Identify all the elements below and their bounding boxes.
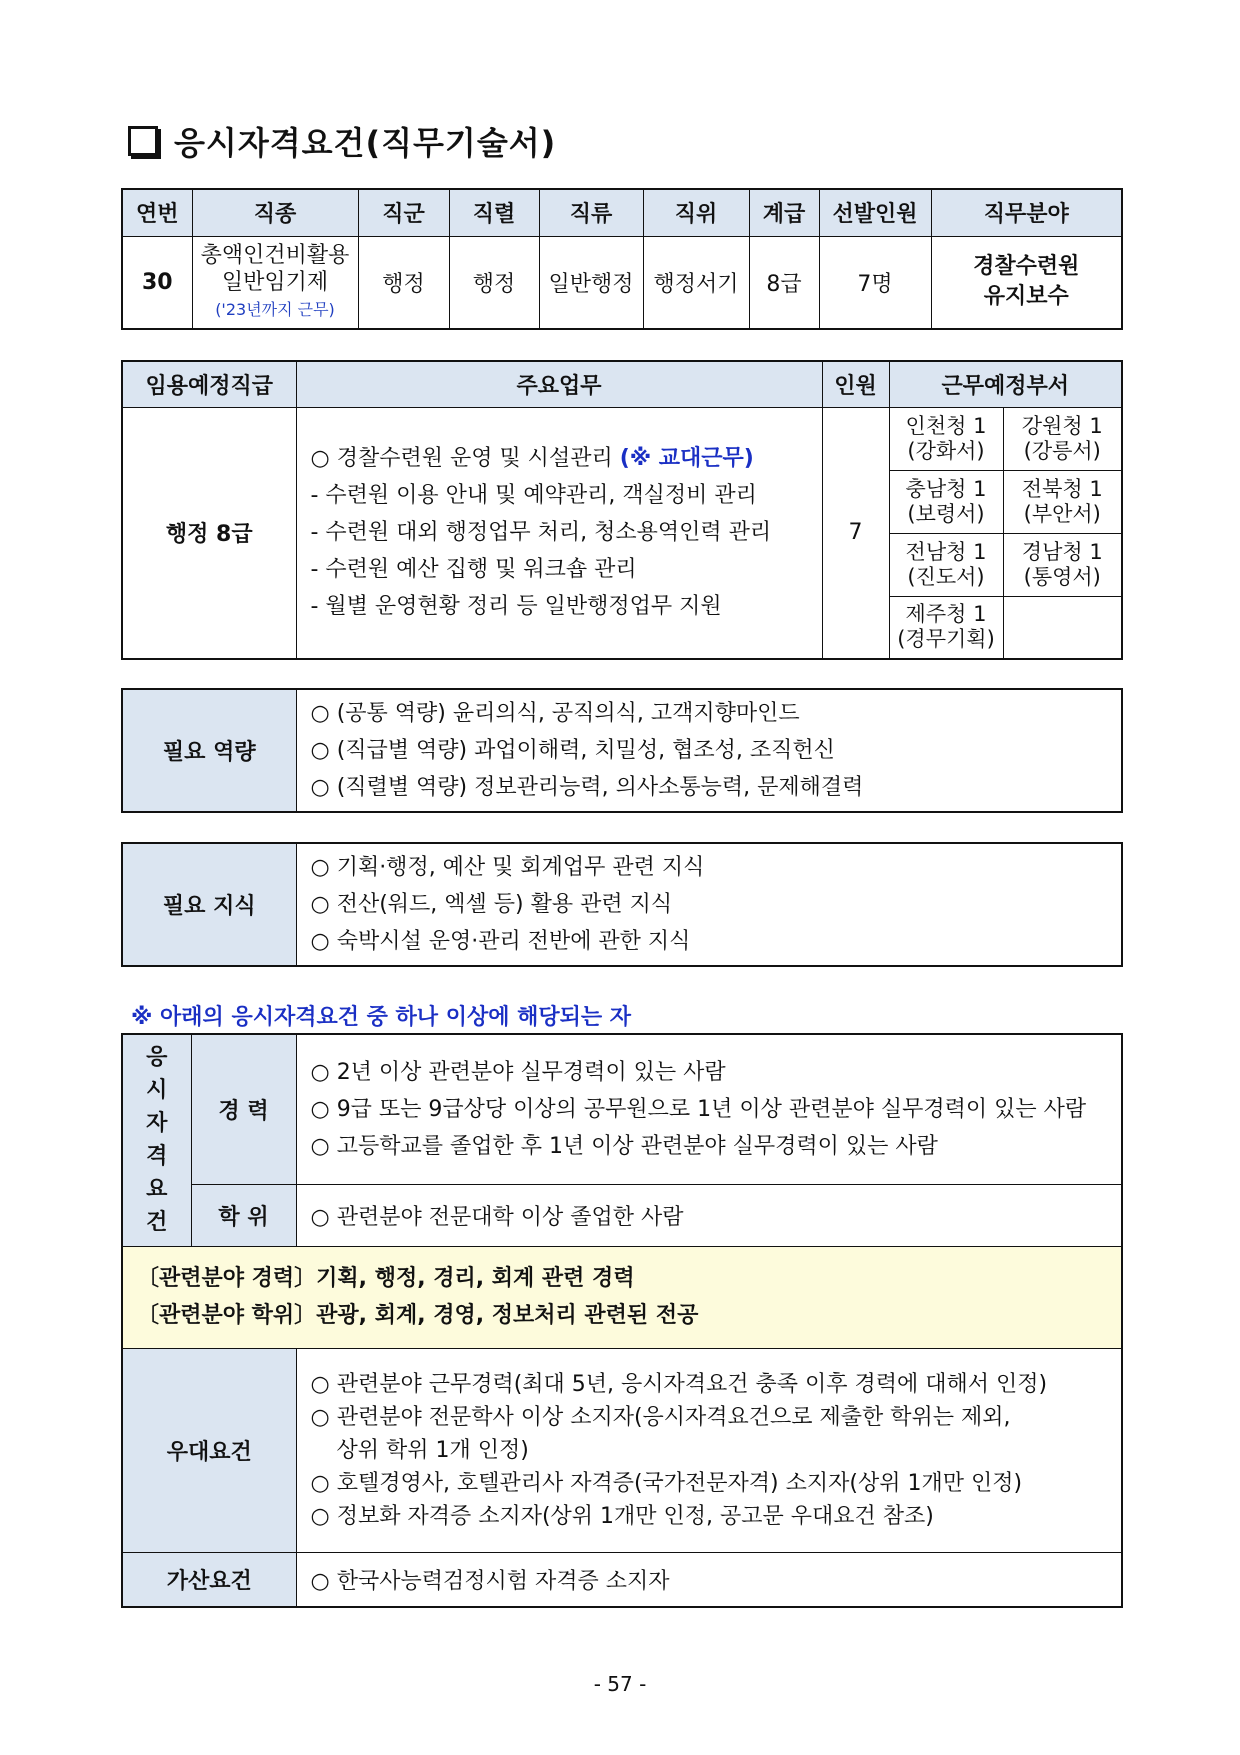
competency-item: ○ (직렬별 역량) 정보관리능력, 의사소통능력, 문제해결력	[310, 775, 864, 800]
knowledge-item: ○ 기획·행정, 예산 및 회계업무 관련 지식	[310, 855, 705, 880]
degree-item: ○ 관련분야 전문대학 이상 졸업한 사람	[296, 1184, 1122, 1246]
page-title-text: 응시자격요건(직무기술서)	[174, 124, 557, 162]
dept-cell	[889, 470, 1003, 533]
header-grade: 계급	[749, 189, 819, 236]
competency-item: ○ (공통 역량) 윤리의식, 공직의식, 고객지향마인드	[310, 701, 800, 726]
header-group: 직군	[358, 189, 449, 236]
field-line2: 유지보수	[983, 284, 1069, 310]
duty-item: - 수련원 대외 행정업무 처리, 청소용역인력 관리	[310, 520, 772, 546]
knowledge-items	[296, 843, 1122, 966]
vertical-char: 응	[146, 1045, 168, 1071]
preference-item: ○ 관련분야 근무경력(최대 5년, 응시자격요건 충족 이후 경력에 대해서 인정)	[310, 1371, 1048, 1397]
competency-label: 필요 역량	[122, 689, 296, 812]
vertical-char: 시	[146, 1078, 168, 1104]
dept-name: 강원청 1	[1021, 413, 1103, 438]
preference-item: ○ 호텔경영사, 호텔관리사 자격증(국가전문자격) 소지자(상위 1개만 인정)	[310, 1470, 1023, 1496]
duty-main	[311, 440, 822, 477]
dept-sub: (강릉서)	[1023, 438, 1101, 463]
degree-label: 학 위	[191, 1184, 296, 1246]
dept-name: 충남청 1	[905, 476, 987, 501]
duty-item: - 수련원 예산 집행 및 워크숍 관리	[310, 557, 637, 583]
dept-cell	[1003, 407, 1122, 470]
dept-name: 전남청 1	[905, 539, 987, 564]
cell-grade: 8급	[749, 236, 819, 329]
preference-items	[296, 1348, 1122, 1552]
checkbox-square-icon	[128, 126, 158, 156]
vertical-char: 요	[146, 1177, 168, 1203]
header-rank: 임용예정직급	[122, 361, 296, 407]
knowledge-label: 필요 지식	[122, 843, 296, 966]
dept-name: 제주청 1	[905, 602, 987, 627]
qualification-vertical-label	[122, 1034, 191, 1246]
preference-item: ○ 정보화 자격증 소지자(상위 1개만 인정, 공고문 우대요건 참조)	[310, 1503, 934, 1529]
type-note: ('23년까지 근무)	[215, 299, 335, 319]
dept-name: 인천청 1	[905, 413, 987, 438]
dept-sub: (진도서)	[907, 564, 985, 589]
duty-item: - 수련원 이용 안내 및 예약관리, 객실정비 관리	[310, 483, 757, 509]
dept-cell	[889, 533, 1003, 596]
header-headcount: 인원	[822, 361, 889, 407]
dept-cell	[889, 407, 1003, 470]
dept-cell-empty	[1003, 596, 1122, 659]
cell-group: 행정	[358, 236, 449, 329]
cell-duties	[296, 407, 822, 659]
competency-table	[121, 688, 1123, 813]
duty-main-text: ○ 경찰수련원 운영 및 시설관리	[310, 446, 620, 472]
cell-count: 7명	[819, 236, 931, 329]
header-dept: 근무예정부서	[889, 361, 1122, 407]
competency-item: ○ (직급별 역량) 과업이해력, 치밀성, 협조성, 조직헌신	[310, 738, 835, 763]
duty-table	[121, 360, 1123, 660]
job-summary-table	[121, 188, 1123, 330]
cell-field	[931, 236, 1122, 329]
dept-cell	[1003, 533, 1122, 596]
vertical-char: 자	[146, 1111, 168, 1137]
related-field-box	[122, 1246, 1122, 1348]
related-career: 〔관련분야 경력〕기획, 행정, 경리, 회계 관련 경력	[137, 1266, 635, 1291]
career-item: ○ 9급 또는 9급상당 이상의 공무원으로 1년 이상 관련분야 실무경력이 있는 사람	[310, 1096, 1087, 1122]
duty-item: - 월별 운영현황 정리 등 일반행정업무 지원	[310, 594, 722, 620]
preference-item: 상위 학위 1개 인정)	[336, 1437, 529, 1463]
dept-cell	[889, 596, 1003, 659]
dept-sub: (통영서)	[1023, 564, 1101, 589]
dept-name: 전북청 1	[1021, 476, 1103, 501]
career-item: ○ 2년 이상 관련분야 실무경력이 있는 사람	[310, 1059, 726, 1085]
knowledge-table	[121, 842, 1123, 967]
header-no: 연번	[122, 189, 192, 236]
cell-series: 행정	[449, 236, 539, 329]
knowledge-item: ○ 숙박시설 운영·관리 전반에 관한 지식	[310, 929, 691, 954]
cell-type	[192, 236, 358, 329]
cell-rank: 행정 8급	[122, 407, 296, 659]
competency-items	[296, 689, 1122, 812]
header-position: 직위	[643, 189, 749, 236]
type-line2: 일반임기제	[221, 269, 329, 295]
preference-label: 우대요건	[122, 1348, 296, 1552]
page-number: - 57 -	[593, 1672, 647, 1696]
knowledge-item: ○ 전산(워드, 엑셀 등) 활용 관련 지식	[310, 892, 673, 917]
extra-label: 가산요건	[122, 1552, 296, 1607]
career-label: 경 력	[191, 1034, 296, 1184]
related-degree: 〔관련분야 학위〕관광, 회계, 경영, 정보처리 관련된 전공	[137, 1303, 699, 1328]
field-line1: 경찰수련원	[973, 254, 1080, 280]
header-class: 직류	[539, 189, 643, 236]
vertical-char: 격	[146, 1144, 168, 1170]
career-items	[296, 1034, 1122, 1184]
duty-main-note: (※ 교대근무)	[619, 446, 754, 472]
header-duty: 주요업무	[296, 361, 822, 407]
type-line1: 총액인건비활용	[200, 242, 350, 268]
dept-name: 경남청 1	[1021, 539, 1103, 564]
dept-cell	[1003, 470, 1122, 533]
qualification-table	[121, 1033, 1123, 1608]
dept-sub: (부안서)	[1023, 501, 1101, 526]
dept-sub: (강화서)	[907, 438, 985, 463]
extra-item: ○ 한국사능력검정시험 자격증 소지자	[296, 1552, 1122, 1607]
header-count: 선발인원	[819, 189, 931, 236]
vertical-char: 건	[146, 1210, 168, 1236]
eligibility-note: ※ 아래의 응시자격요건 중 하나 이상에 해당되는 자	[131, 1005, 632, 1030]
header-series: 직렬	[449, 189, 539, 236]
dept-sub: (보령서)	[907, 501, 985, 526]
header-type: 직종	[192, 189, 358, 236]
cell-position: 행정서기	[643, 236, 749, 329]
dept-sub: (경무기획)	[897, 627, 995, 652]
cell-class: 일반행정	[539, 236, 643, 329]
preference-item: ○ 관련분야 전문학사 이상 소지자(응시자격요건으로 제출한 학위는 제외,	[310, 1404, 1011, 1430]
page-title	[128, 118, 556, 164]
career-item: ○ 고등학교를 졸업한 후 1년 이상 관련분야 실무경력이 있는 사람	[310, 1133, 938, 1159]
cell-headcount: 7	[822, 407, 889, 659]
cell-no: 30	[122, 236, 192, 329]
header-field: 직무분야	[931, 189, 1122, 236]
